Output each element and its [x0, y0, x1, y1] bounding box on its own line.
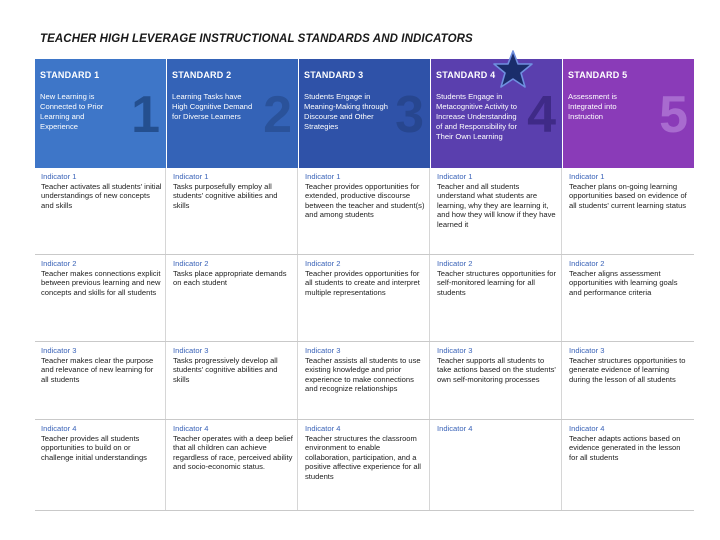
- standard-description: Learning Tasks have High Cognitive Demand for Diverse Learners: [172, 92, 253, 121]
- indicator-row-1: [35, 168, 694, 255]
- indicator-cell: [563, 420, 694, 510]
- standard-number: 2: [263, 86, 292, 144]
- indicator-cell: [167, 420, 298, 510]
- indicator-cell: [167, 255, 298, 341]
- indicator-cell: [35, 420, 166, 510]
- indicator-cell: [431, 342, 562, 419]
- indicator-label: Indicator 3: [437, 346, 473, 355]
- indicator-text: Teacher makes clear the purpose and relevance of new learning for all students: [41, 355, 154, 384]
- indicator-cell: [431, 420, 562, 510]
- indicator-text: Teacher makes connections explicit between previous learning and new concepts and skills for all students: [41, 268, 161, 297]
- standard-number: 3: [395, 86, 424, 144]
- indicator-label: Indicator 4: [41, 424, 77, 433]
- indicator-row-2: [35, 255, 694, 342]
- indicator-label: Indicator 4: [569, 424, 605, 433]
- indicator-label: Indicator 3: [305, 346, 341, 355]
- indicator-label: Indicator 4: [305, 424, 341, 433]
- indicator-label: Indicator 4: [173, 424, 209, 433]
- indicator-text: Teacher adapts actions based on evidence generated in the lesson for all students: [569, 433, 681, 462]
- indicator-text: Teacher supports all students to take actions based on the students' own self-monitoring processes: [437, 355, 556, 384]
- indicator-row-3: [35, 342, 694, 420]
- indicator-text: Teacher provides all students opportunities to build on or challenge initial understandings: [41, 433, 147, 462]
- indicator-text: Teacher assists all students to use existing knowledge and prior experience to make connections and recognize relationships: [305, 355, 421, 394]
- indicator-label: Indicator 2: [173, 259, 209, 268]
- indicator-row-4: [35, 420, 694, 511]
- standard-1-header: [35, 59, 166, 168]
- standard-title: STANDARD 4: [436, 70, 496, 80]
- indicator-text: Tasks purposefully employ all students' cognitive abilities and skills: [173, 181, 278, 210]
- indicator-label: Indicator 1: [173, 172, 209, 181]
- indicator-text: Tasks progressively develop all students' cognitive abilities and skills: [173, 355, 278, 384]
- star-icon: [493, 49, 533, 89]
- indicator-cell: [563, 168, 694, 254]
- indicator-text: Teacher structures opportunities for self-monitored learning for all students: [437, 268, 557, 297]
- indicator-cell: [299, 342, 430, 419]
- indicator-label: Indicator 3: [173, 346, 209, 355]
- standard-description: Assessment is Integrated into Instruction: [568, 92, 617, 121]
- standard-title: STANDARD 5: [568, 70, 628, 80]
- indicator-cell: [299, 420, 430, 510]
- standard-number: 5: [659, 86, 688, 144]
- indicator-cell: [35, 168, 166, 254]
- indicator-cell: [35, 255, 166, 341]
- indicator-label: Indicator 1: [437, 172, 473, 181]
- indicator-label: Indicator 2: [305, 259, 341, 268]
- standards-table: [35, 59, 694, 511]
- indicator-label: Indicator 1: [305, 172, 341, 181]
- standard-title: STANDARD 3: [304, 70, 364, 80]
- indicator-text: Teacher structures opportunities to generate evidence of learning during the lesson of all students: [569, 355, 686, 384]
- indicator-text: Teacher provides opportunities for all students to create and interpret multiple representations: [305, 268, 420, 297]
- indicator-cell: [563, 255, 694, 341]
- indicator-label: Indicator 2: [41, 259, 77, 268]
- indicator-label: Indicator 3: [569, 346, 605, 355]
- standard-title: STANDARD 1: [40, 70, 100, 80]
- indicator-label: Indicator 2: [569, 259, 605, 268]
- indicator-cell: [431, 168, 562, 254]
- indicator-label: Indicator 4: [437, 424, 473, 433]
- standards-header-row: [35, 59, 694, 168]
- standard-description: Students Engage in Meaning-Making through Discourse and Other Strategies: [304, 92, 389, 131]
- standard-number: 1: [131, 86, 160, 144]
- indicator-label: Indicator 1: [41, 172, 77, 181]
- indicator-cell: [431, 255, 562, 341]
- standard-3-header: [299, 59, 430, 168]
- indicator-cell: [35, 342, 166, 419]
- indicator-cell: [167, 168, 298, 254]
- standard-description: Students Engage in Metacognitive Activity to Increase Understanding of and Responsibility for Their Own Learning: [436, 92, 518, 141]
- indicator-label: Indicator 2: [437, 259, 473, 268]
- indicator-text: Teacher activates all students' initial understandings of new concepts and skills: [41, 181, 162, 210]
- indicator-text: Tasks place appropriate demands on each student: [173, 268, 287, 288]
- indicator-text: Teacher structures the classroom environment to enable collaboration, participation, and a positive affective experience for all students: [305, 433, 421, 481]
- standard-title: STANDARD 2: [172, 70, 232, 80]
- indicator-label: Indicator 3: [41, 346, 77, 355]
- indicator-text: Teacher and all students understand what students are learning, why they are learning it, and how they will know if they have learned it: [437, 181, 556, 229]
- standard-description: New Learning is Connected to Prior Learning and Experience: [40, 92, 104, 131]
- indicator-text: Teacher aligns assessment opportunities with learning goals and performance criteria: [569, 268, 678, 297]
- indicator-text: Teacher plans on-going learning opportunities based on evidence of all students' current learning status: [569, 181, 687, 210]
- indicator-cell: [167, 342, 298, 419]
- page-title: TEACHER HIGH LEVERAGE INSTRUCTIONAL STANDARDS AND INDICATORS: [40, 33, 473, 45]
- standard-5-header: [563, 59, 694, 168]
- indicator-text: Teacher operates with a deep belief that all children can achieve regardless of race, perceived ability and socio-economic status.: [173, 433, 293, 472]
- indicator-cell: [299, 255, 430, 341]
- standard-number: 4: [527, 86, 556, 144]
- indicator-cell: [299, 168, 430, 254]
- indicator-text: Teacher provides opportunities for extended, productive discourse between the teacher and student(s) and among students: [305, 181, 425, 220]
- indicator-cell: [563, 342, 694, 419]
- indicator-label: Indicator 1: [569, 172, 605, 181]
- standard-2-header: [167, 59, 298, 168]
